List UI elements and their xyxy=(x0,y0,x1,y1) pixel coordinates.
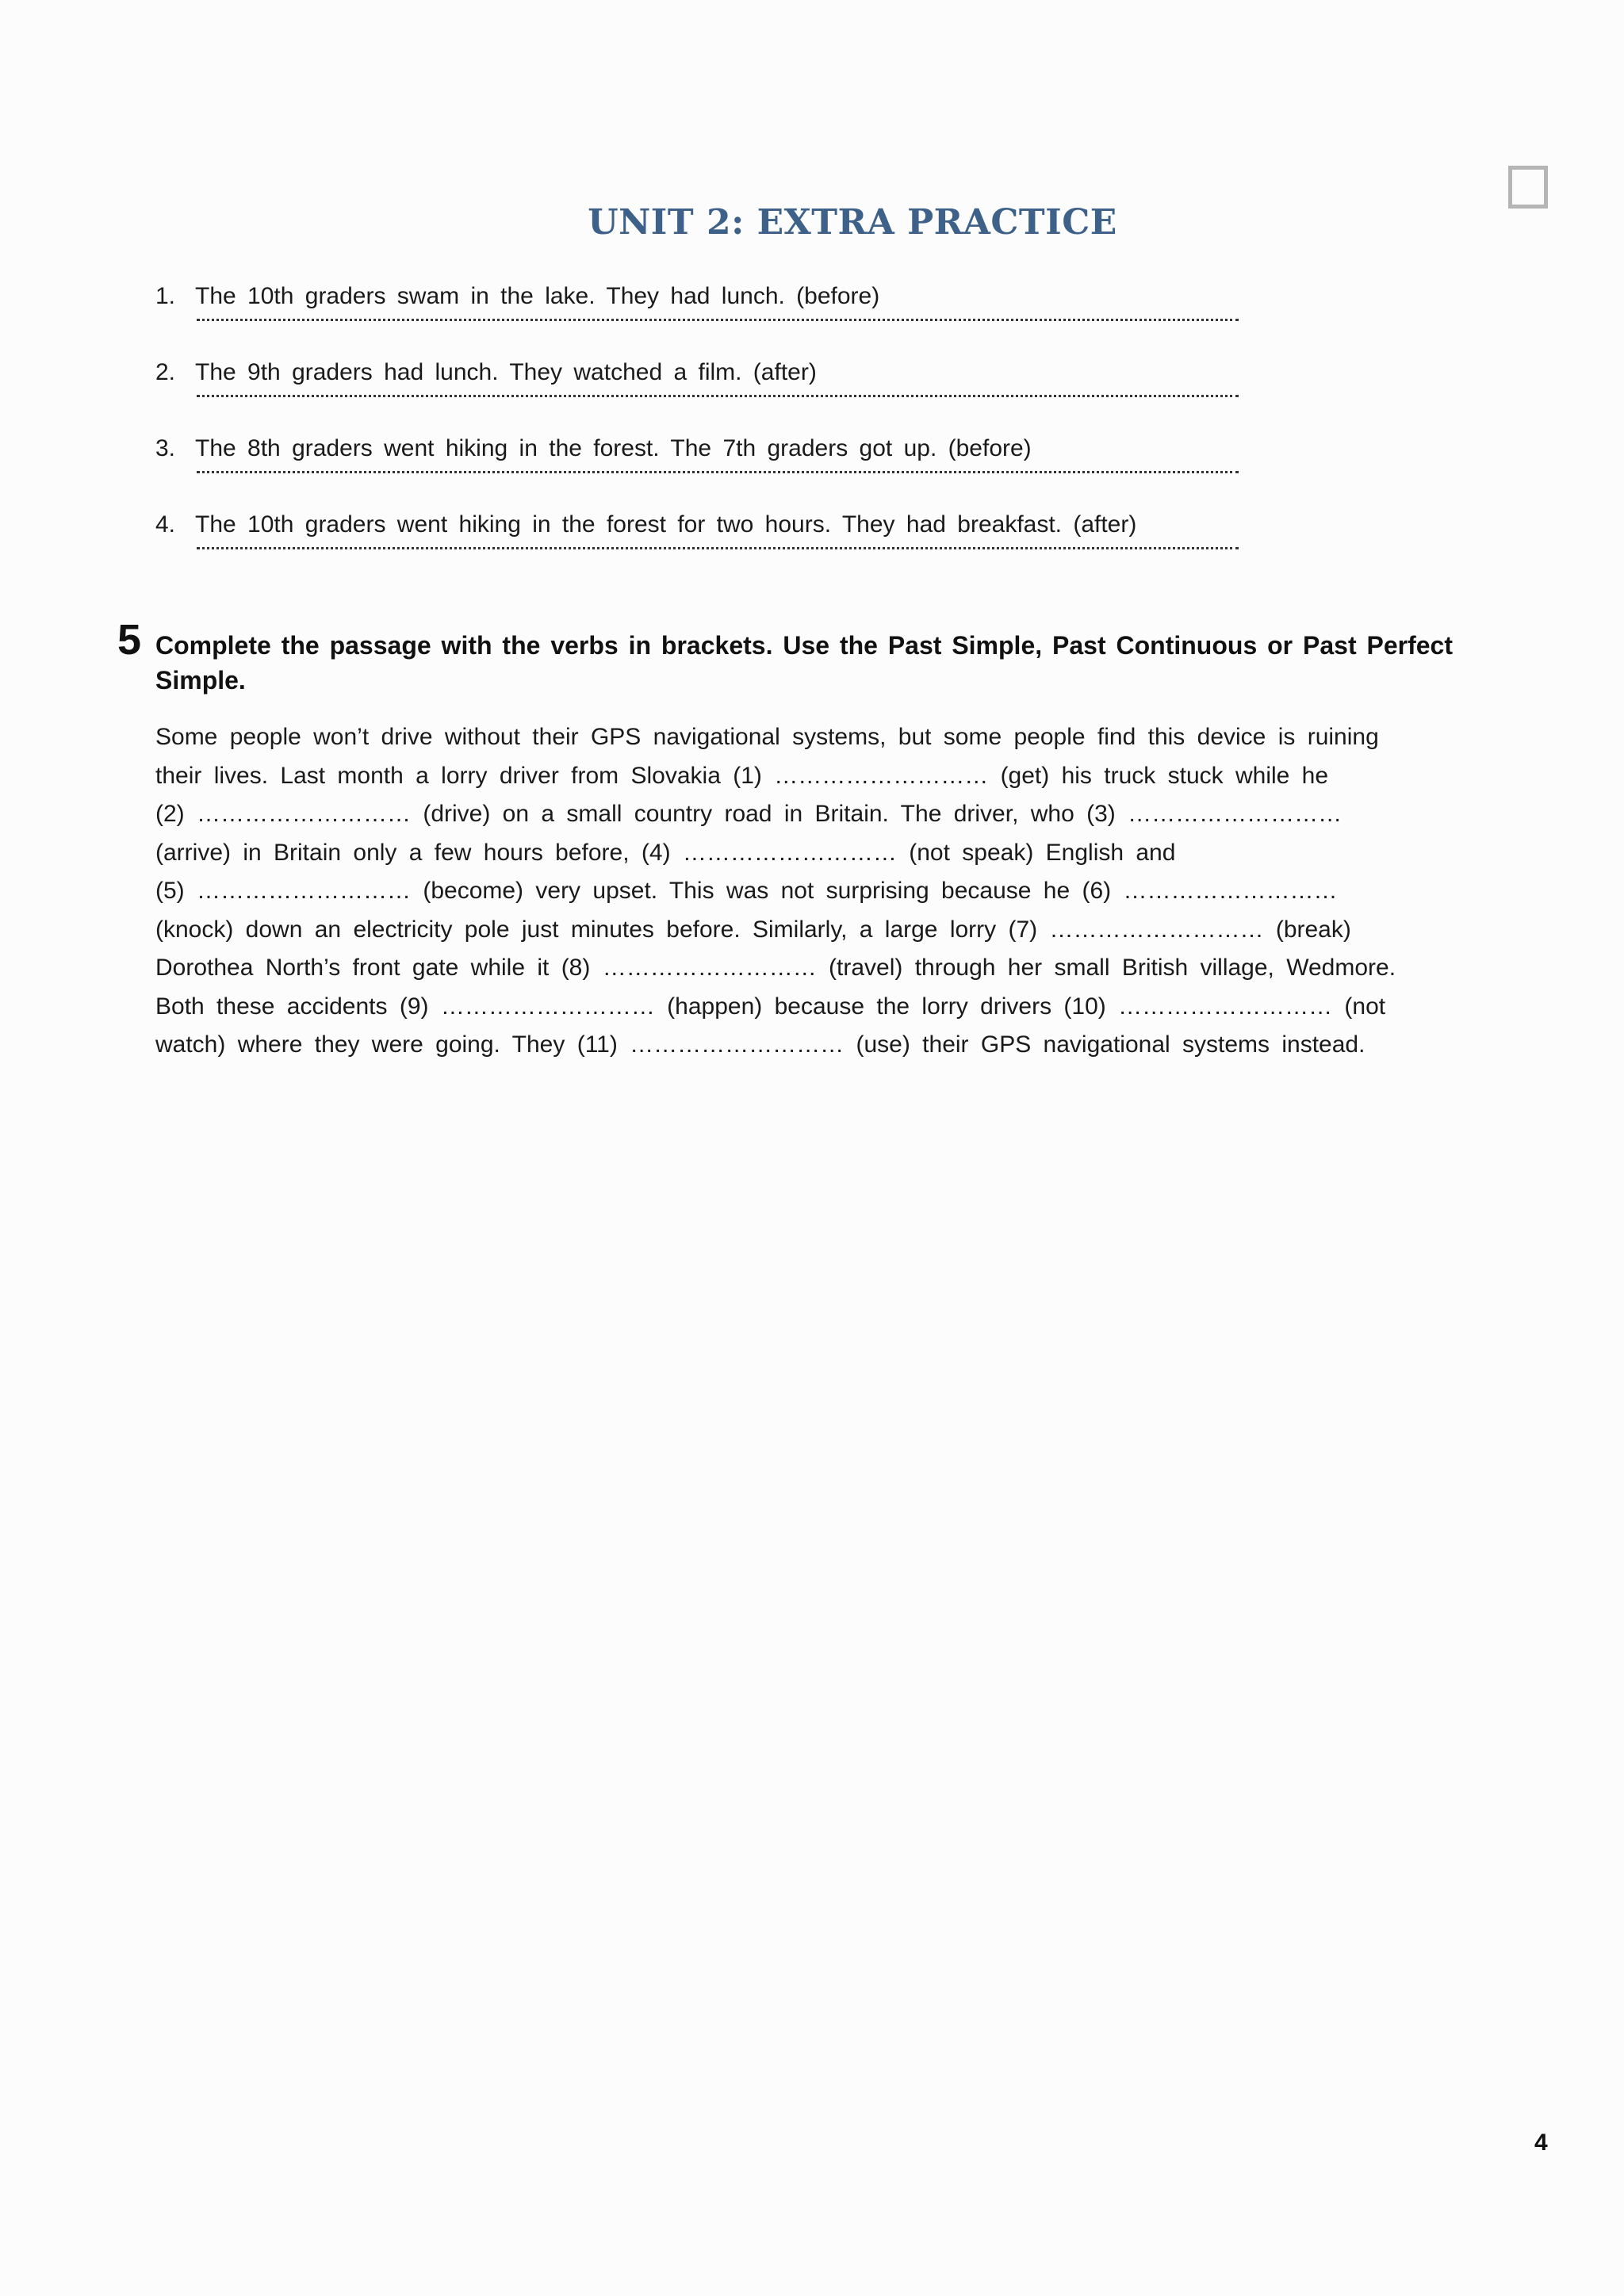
exercise-sentence: The 9th graders had lunch. They watched a film. (after) xyxy=(195,359,817,385)
exercise-number: 3. xyxy=(155,435,176,461)
exercise-item-3 xyxy=(155,433,1186,509)
exercise-number: 4. xyxy=(155,511,176,538)
answer-line[interactable] xyxy=(197,471,1239,473)
answer-line[interactable] xyxy=(197,395,1239,397)
exercise-number: 2. xyxy=(155,359,176,385)
exercise-item-4 xyxy=(155,509,1186,585)
exercise-number: 1. xyxy=(155,283,176,309)
exercise-sentence: The 10th graders went hiking in the forest for two hours. They had breakfast. (after) xyxy=(195,511,1137,538)
exercise-item-1 xyxy=(155,281,1186,357)
exercise-item-2 xyxy=(155,357,1186,433)
passage-line: (arrive) in Britain only a few hours before, (4) ……………………… (not speak) English and xyxy=(155,839,1176,866)
section-number: 5 xyxy=(117,616,142,664)
section-instruction: Complete the passage with the verbs in brackets. Use the Past Simple, Past Continuous or Past Perfect Simple. xyxy=(155,631,1453,695)
exercise-list xyxy=(155,281,1186,585)
gap-fill-passage xyxy=(155,718,1503,1065)
exercise-sentence: The 10th graders swam in the lake. They had lunch. (before) xyxy=(195,283,880,309)
passage-line: watch) where they were going. They (11) ……………………… (use) their GPS navigational systems instead. xyxy=(155,1031,1365,1058)
passage-line: (5) ……………………… (become) very upset. This was not surprising because he (6) ……………………… xyxy=(155,878,1338,904)
passage-line: their lives. Last month a lorry driver from Slovakia (1) ……………………… (get) his truck stuck while he xyxy=(155,762,1329,789)
page-number: 4 xyxy=(1534,2130,1548,2156)
passage-line: Dorothea North’s front gate while it (8) ……………………… (travel) through her small British village, Wedmore. xyxy=(155,955,1396,981)
exercise-sentence: The 8th graders went hiking in the forest. The 7th graders got up. (before) xyxy=(195,435,1032,461)
answer-line[interactable] xyxy=(197,319,1239,321)
answer-line[interactable] xyxy=(197,547,1239,549)
passage-line: Both these accidents (9) ……………………… (happen) because the lorry drivers (10) ……………………… (not xyxy=(155,993,1386,1020)
passage-line: (knock) down an electricity pole just minutes before. Similarly, a large lorry (7) ……………………… (break) xyxy=(155,916,1351,943)
passage-line: (2) ……………………… (drive) on a small country road in Britain. The driver, who (3) ……………………… xyxy=(155,801,1342,827)
page-title: UNIT 2: EXTRA PRACTICE xyxy=(588,202,1117,243)
passage-line: Some people won’t drive without their GPS navigational systems, but some people find this device is ruining xyxy=(155,724,1379,750)
